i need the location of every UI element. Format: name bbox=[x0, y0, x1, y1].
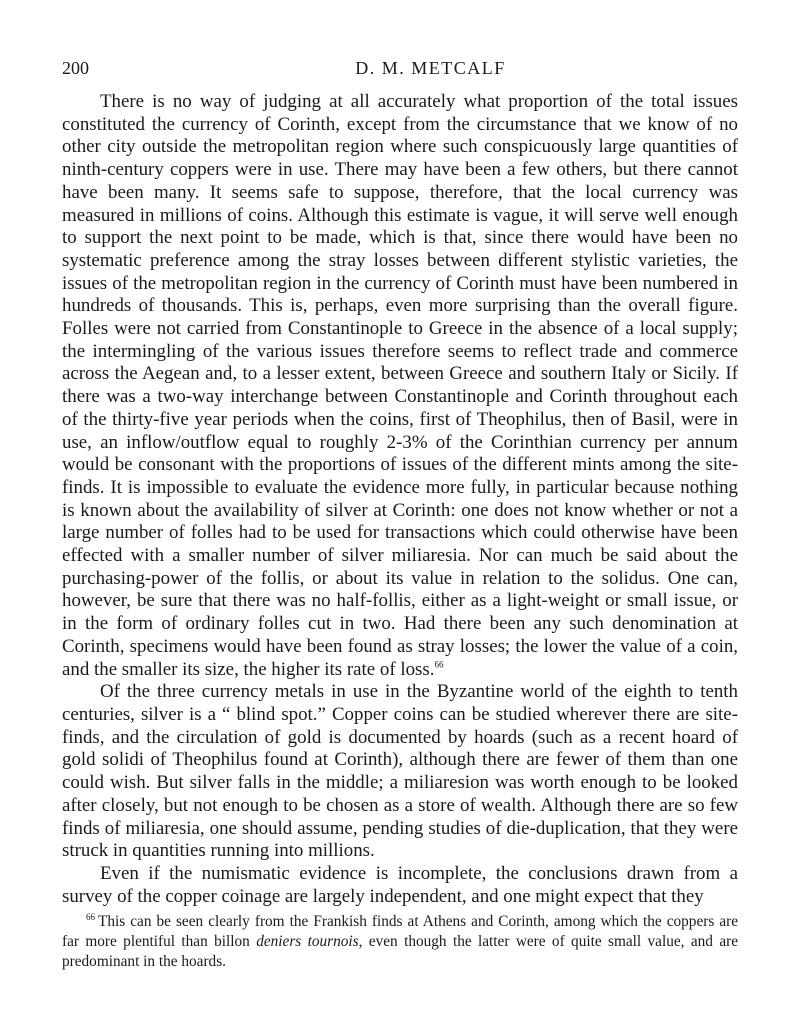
footnote-reference: 66 bbox=[434, 659, 444, 670]
footnote-number: 66 bbox=[86, 911, 95, 922]
footnotes bbox=[62, 912, 738, 972]
footnote-italic: deniers tournois bbox=[256, 933, 359, 950]
paragraph-2: Of the three currency metals in use in the Byzantine world of the eighth to tenth centuries, silver is a “ blind spot.” Copper coins can be studied wherever there are site-finds, and the circulation of gold is documented by hoards (such as a recent hoard of gold solidi of Theophilus found at Corinth), although there are fewer of them than one could wish. But silver falls in the middle; a miliaresion was worth enough to be looked after closely, but not enough to be chosen as a store of wealth. Although there are so few finds of miliaresia, one should assume, pending studies of die-duplication, that they were struck in quantities running into millions. bbox=[62, 681, 738, 862]
footnote-text-before: This can be seen clearly from the Frankish finds at Athens and Corinth, among which the coppers are far more plentiful than billon bbox=[62, 913, 738, 950]
footnote-text-after: , even though the latter were of quite small value, and are predominant in the hoards. bbox=[62, 933, 739, 970]
paragraph-1-text: There is no way of judging at all accurately what proportion of the total issues constituted the currency of Corinth, except from the circumstance that we know of no other city outside the metropolitan region where such conspicuously large quantities of ninth-century coppers were in use. There may have been a few others, but there cannot have been many. It seems safe to suppose, therefore, that the local currency was measured in millions of coins. Although this estimate is vague, it will serve well enough to support the next point to be made, which is that, since there would have been no systematic preference among the stray losses between different stylistic varieties, the issues of the metropolitan region in the currency of Corinth must have been numbered in hundreds of thousands. This is, perhaps, even more surprising than the overall figure. Folles were not carried from Constantinople to Greece in the absence of a local supply; the intermingling of the various issues therefore seems to reflect trade and commerce across the Aegean and, to a lesser extent, between Greece and southern Italy or Sicily. If there was a two-way interchange between Constantinople and Corinth throughout each of the thirty-five year periods when the coins, first of Theophilus, then of Basil, were in use, an inflow/outflow equal to roughly 2-3% of the Corinthian currency per annum would be consonant with the proportions of issues of the different mints among the site-finds. It is impossible to evaluate the evidence more fully, in particular because nothing is known about the availability of silver at Corinth: one does not know whether or not a large number of folles had to be used for transactions which could otherwise have been effected with a smaller number of silver miliaresia. Nor can much be said about the purchasing-power of the follis, or about its value in relation to the solidus. One can, however, be sure that there was no half-follis, either as a light-weight or small issue, or in the form of ordinary folles cut in two. Had there been any such denomination at Corinth, specimens would have been found as stray losses; the lower the value of a coin, and the smaller its size, the higher its rate of loss. bbox=[62, 91, 738, 680]
paragraph-1 bbox=[62, 91, 738, 681]
paragraph-3: Even if the numismatic evidence is incomplete, the conclusions drawn from a survey of the copper coinage are largely independent, and one might expect that they bbox=[62, 862, 738, 907]
body-text bbox=[62, 91, 738, 908]
footnote-66 bbox=[62, 912, 738, 972]
page-number: 200 bbox=[62, 58, 89, 78]
running-head: D. M. METCALF bbox=[355, 58, 506, 78]
